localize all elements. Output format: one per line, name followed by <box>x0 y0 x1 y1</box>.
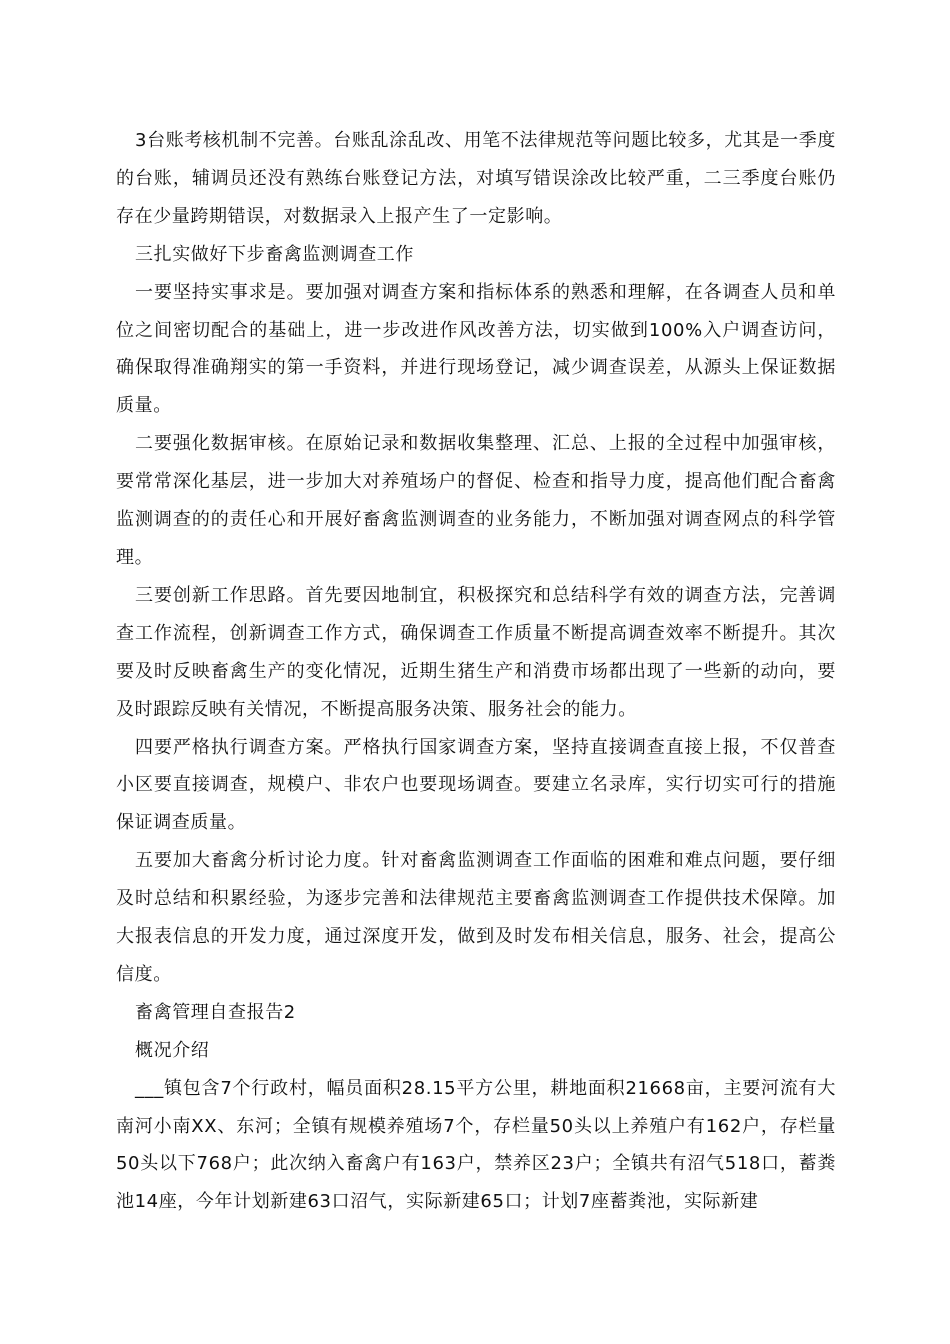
section-heading-overview: 概况介绍 <box>135 1039 210 1061</box>
paragraph-point-three: 三要创新工作思路。首先要因地制宜，积极探究和总结科学有效的调查方法，完善调查工作流程，创新调查工作方式，确保调查工作质量不断提高调查效率不断提升。其次要及时反映畜禽生产的变化情况，近期生猪生产和消费市场都出现了一些新的动向，要及时跟踪反映有关情况，不断提高服务决策、服务社会的能力。 <box>116 584 836 720</box>
paragraph-point-five: 五要加大畜禽分析讨论力度。针对畜禽监测调查工作面临的困难和难点问题，要仔细及时总结和积累经验，为逐步完善和法律规范主要畜禽监测调查工作提供技术保障。加大报表信息的开发力度，通过深度开发，做到及时发布相关信息，服务、社会，提高公信度。 <box>116 850 836 985</box>
paragraph-overview: ___镇包含7个行政村，幅员面积28.15平方公里，耕地面积21668亩，主要河流有大南河小南XX、东河；全镇有规模养殖场7个，存栏量50头以上养殖户有162户，存栏量50头以下768户；此次纳入畜禽户有163户，禁养区23户；全镇共有沼气518口，蓄粪池14座，今年计划新建63口沼气，实际新建65口；计划7座蓄粪池，实际新建 <box>116 1077 836 1213</box>
paragraph-point-one: 一要坚持实事求是。要加强对调查方案和指标体系的熟悉和理解，在各调查人员和单位之间密切配合的基础上，进一步改进作风改善方法，切实做到100%入户调查访问，确保取得准确翔实的第一手资料，并进行现场登记，减少调查误差，从源头上保证数据质量。 <box>116 281 836 417</box>
paragraph-point-two: 二要强化数据审核。在原始记录和数据收集整理、汇总、上报的全过程中加强审核，要常常深化基层，进一步加大对养殖场户的督促、检查和指导力度，提高他们配合畜禽监测调查的的责任心和开展好畜禽监测调查的业务能力，不断加强对调查网点的科学管理。 <box>116 433 836 568</box>
paragraph-ledger-issue: 3台账考核机制不完善。台账乱涂乱改、用笔不法律规范等问题比较多，尤其是一季度的台账，辅调员还没有熟练台账登记方法，对填写错误涂改比较严重，二三季度台账仍存在少量跨期错误，对数据录入上报产生了一定影响。 <box>116 130 836 227</box>
report-title-2: 畜禽管理自查报告2 <box>135 1001 296 1023</box>
document-body <box>116 122 836 1221</box>
paragraph-point-four: 四要严格执行调查方案。严格执行国家调查方案，坚持直接调查直接上报，不仅普查小区要直接调查，规模户、非农户也要现场调查。要建立名录库，实行切实可行的措施保证调查质量。 <box>116 736 836 834</box>
section-heading-next-steps: 三扎实做好下步畜禽监测调查工作 <box>135 243 414 265</box>
